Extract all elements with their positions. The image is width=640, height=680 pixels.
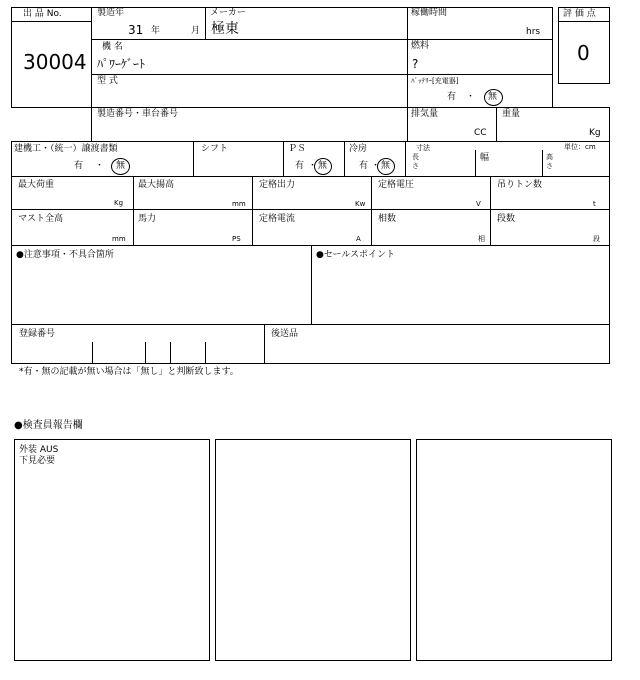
year-label: 製造年	[97, 8, 125, 18]
caution-label: ●注意事項・不具合箇所	[16, 250, 114, 260]
rated-current-unit: A	[356, 235, 361, 243]
rated-output-label: 定格出力	[259, 180, 296, 190]
registration-digit-box-2	[145, 342, 146, 364]
ac-yes: 有	[359, 161, 369, 171]
hours-label: 稼働時間	[411, 8, 448, 18]
battery-label: ﾊﾞｯﾃﾘｰ[充電器]	[411, 77, 459, 85]
length-label-2: さ	[412, 162, 419, 170]
score-value: 0	[577, 41, 590, 65]
lot-label: 出 品 No.	[23, 9, 62, 19]
max-load-label: 最大荷重	[18, 180, 55, 190]
type-label: 型 式	[97, 76, 118, 86]
ps-no: 無	[318, 161, 328, 171]
height-label-2: さ	[546, 162, 553, 170]
hours-unit: hrs	[526, 27, 541, 37]
mast-height-unit: mm	[112, 235, 126, 243]
score-label: 評 価 点	[563, 9, 596, 19]
displacement-label: 排気量	[411, 109, 439, 119]
cert-no-circle-mark	[111, 158, 130, 175]
inspector-box-3	[416, 439, 612, 661]
width-label: 幅	[480, 153, 490, 163]
horsepower-unit: PS	[232, 235, 241, 243]
later-items-label: 後送品	[271, 329, 299, 339]
battery-no: 無	[488, 92, 498, 102]
type-cell	[91, 74, 408, 108]
shift-label: シフト	[201, 144, 229, 154]
serial-label: 製造番号・車台番号	[97, 109, 179, 119]
dimensions-label: 寸法	[416, 144, 430, 152]
weight-label: 重量	[502, 109, 521, 119]
lot-number: 30004	[23, 50, 87, 74]
maker-value: 極東	[211, 21, 239, 37]
dimensions-unit: 単位：cm	[564, 143, 596, 151]
rated-output-unit: Kw	[355, 200, 366, 208]
year-value: 31	[128, 23, 144, 37]
dimensions-divider-2	[542, 150, 543, 177]
footnote: *有・無の記載が無い場合は「無し」と判断致します。	[19, 367, 239, 377]
phases-label: 相数	[378, 214, 397, 224]
phases-unit: 相	[478, 235, 485, 243]
cert-no: 無	[116, 161, 126, 171]
hoist-ton-label: 吊りトン数	[497, 180, 543, 190]
max-lift-label: 最大揚高	[138, 180, 175, 190]
model-name-label: 機 名	[102, 42, 123, 52]
maker-label: メーカー	[210, 8, 246, 18]
sales-label: ●セールスポイント	[316, 250, 396, 260]
stages-unit: 段	[593, 235, 600, 243]
horsepower-label: 馬力	[138, 214, 157, 224]
cert-dot: ・	[95, 161, 105, 171]
rated-voltage-unit: V	[476, 200, 481, 208]
dimensions-divider-1	[475, 150, 476, 177]
inspector-box-2	[215, 439, 411, 661]
inspector-note-line-2: 下見必要	[19, 456, 56, 466]
battery-yes: 有	[447, 92, 457, 102]
displacement-unit: CC	[474, 128, 487, 138]
cert-yes: 有	[74, 161, 84, 171]
max-lift-unit: mm	[232, 200, 246, 208]
height-label-1: 高	[546, 153, 553, 161]
rated-current-label: 定格電流	[259, 214, 296, 224]
ac-dot: ・	[371, 161, 381, 171]
month-unit: 月	[191, 26, 201, 36]
year-unit: 年	[151, 26, 161, 36]
ps-yes: 有	[295, 161, 305, 171]
model-name-value: ﾊﾟﾜｰｹﾞｰﾄ	[97, 57, 146, 71]
ac-no: 無	[381, 161, 391, 171]
length-label-1: 長	[412, 153, 419, 161]
rated-voltage-label: 定格電圧	[378, 180, 415, 190]
battery-no-circle-mark	[484, 89, 503, 106]
mast-height-label: マスト全高	[18, 214, 64, 224]
registration-digit-box-1	[92, 342, 93, 364]
ps-dot: ・	[308, 161, 318, 171]
later-items-cell	[264, 324, 610, 364]
ac-no-circle-mark	[377, 158, 395, 175]
inspector-box-1	[14, 439, 210, 661]
fuel-value: ?	[412, 57, 419, 71]
inspector-note-line-1: 外装 AUS	[19, 445, 59, 455]
max-load-unit: Kg	[114, 199, 124, 207]
stages-label: 段数	[497, 214, 516, 224]
registration-label: 登録番号	[19, 329, 56, 339]
ac-label: 冷房	[349, 144, 368, 154]
cert-label: 建機工・（統一）譲渡書類	[14, 144, 118, 154]
hoist-ton-unit: t	[593, 200, 596, 208]
fuel-label: 燃料	[411, 41, 430, 51]
inspector-title: ●検査員報告欄	[14, 420, 83, 431]
registration-digit-box-4	[205, 342, 206, 364]
ps-label: ＰＳ	[288, 144, 307, 154]
ps-no-circle-mark	[314, 158, 332, 175]
registration-digit-box-3	[170, 342, 171, 364]
battery-dot: ・	[466, 92, 476, 102]
weight-unit: Kg	[589, 128, 601, 138]
